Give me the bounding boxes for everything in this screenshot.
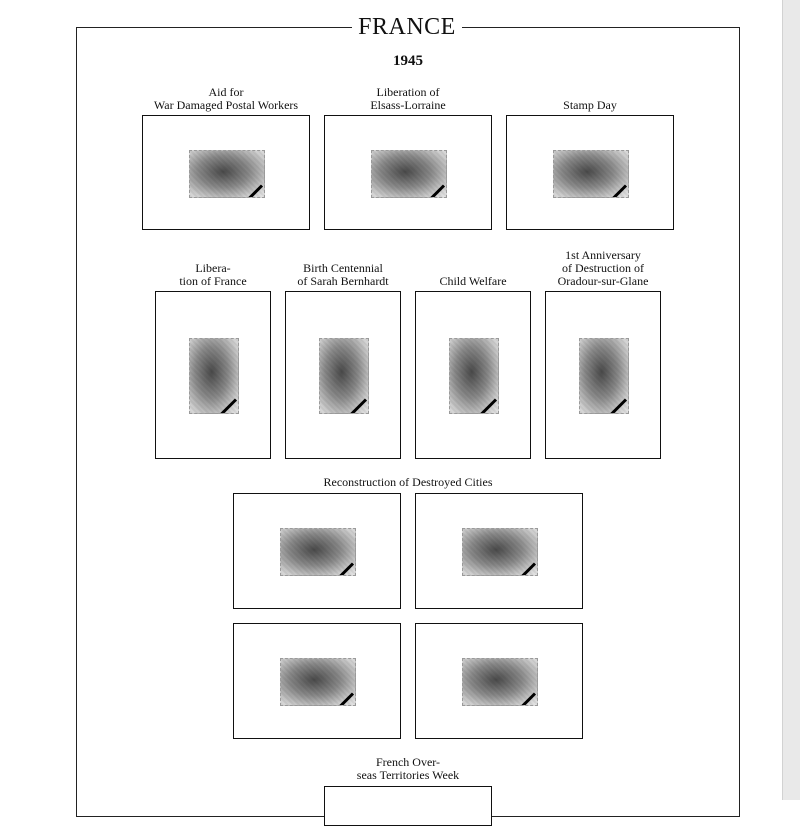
stamp-image xyxy=(462,528,538,576)
stamp-label: Aid for War Damaged Postal Workers xyxy=(153,85,299,112)
cancel-mark xyxy=(331,562,354,576)
stamp-frame xyxy=(233,493,401,609)
page-title: FRANCE xyxy=(352,12,462,42)
stamp-frame xyxy=(415,291,531,459)
stamp-label: Stamp Day xyxy=(563,98,617,112)
stamp-label: Birth Centennial of Sarah Bernhardt xyxy=(297,261,389,288)
stamp-image xyxy=(280,658,356,706)
cancel-mark xyxy=(422,184,445,198)
stamp-frame xyxy=(415,493,583,609)
stamp-label: Child Welfare xyxy=(439,274,507,288)
stamp-image xyxy=(189,338,239,414)
stamp-frame xyxy=(415,623,583,739)
stamp-label: 1st Anniversary of Destruction of Oradour-sur-Glane xyxy=(557,248,649,288)
stamp-image xyxy=(579,338,629,414)
stamp-frame xyxy=(142,115,310,230)
cancel-mark xyxy=(604,184,627,198)
stamp-frame xyxy=(545,291,661,459)
cancel-mark xyxy=(474,398,497,414)
stamp-frame xyxy=(324,115,492,230)
stamp-frame xyxy=(233,623,401,739)
stamp-image xyxy=(553,150,629,198)
stamp-image xyxy=(462,658,538,706)
group-label: Reconstruction of Destroyed Cities xyxy=(323,475,493,489)
stamp-frame xyxy=(155,291,271,459)
stamp-frame xyxy=(506,115,674,230)
year-heading: 1945 xyxy=(393,53,423,69)
stamp-frame xyxy=(324,786,492,826)
stamp-image xyxy=(189,150,265,198)
stamp-image xyxy=(319,338,369,414)
cancel-mark xyxy=(331,692,354,706)
stamp-image xyxy=(449,338,499,414)
stamp-frame xyxy=(285,291,401,459)
stamp-image xyxy=(280,528,356,576)
cancel-mark xyxy=(513,562,536,576)
cancel-mark xyxy=(344,398,367,414)
stamp-label: Libera- tion of France xyxy=(179,261,247,288)
cancel-mark xyxy=(240,184,263,198)
stamp-label: French Over- seas Territories Week xyxy=(356,755,460,782)
scrollbar-track[interactable] xyxy=(782,0,800,800)
stamp-label: Liberation of Elsass-Lorraine xyxy=(370,85,446,112)
cancel-mark xyxy=(604,398,627,414)
cancel-mark xyxy=(214,398,237,414)
stamp-image xyxy=(371,150,447,198)
cancel-mark xyxy=(513,692,536,706)
